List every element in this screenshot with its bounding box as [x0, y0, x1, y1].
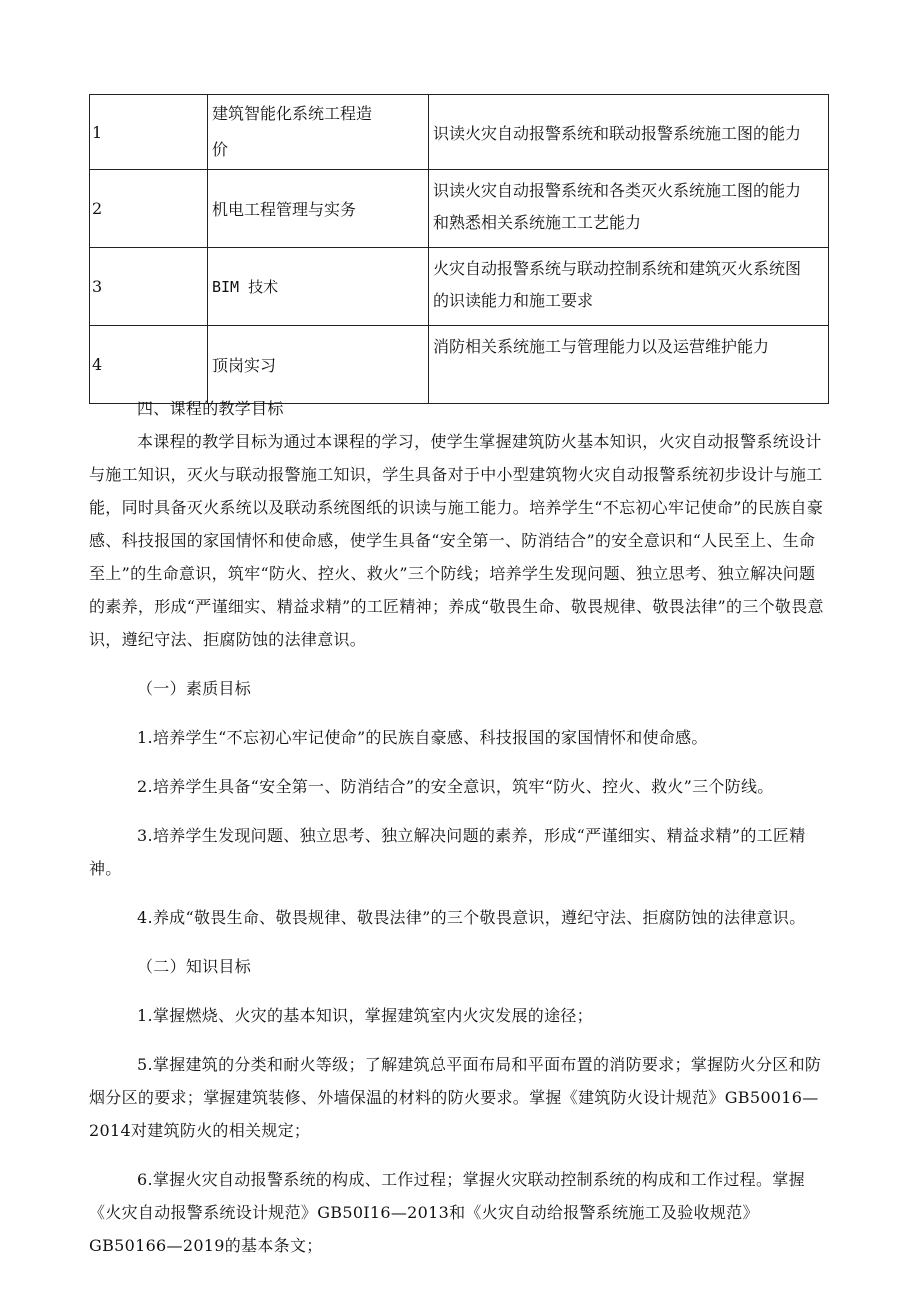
- course-name: 建筑智能化系统工程造 价: [208, 95, 429, 170]
- row-number: 3: [90, 248, 208, 326]
- course-ability: 识读火灾自动报警系统和联动报警系统施工图的能力: [429, 95, 829, 170]
- course-ability: 消防相关系统施工与管理能力以及运营维护能力: [429, 326, 829, 404]
- quality-heading: （一）素质目标: [137, 679, 252, 698]
- row-number: 1: [90, 95, 208, 170]
- table-row: [90, 170, 829, 248]
- knowledge-item: 6.掌握火灾自动报警系统的构成、工作过程；掌握火灾联动控制系统的构成和工作过程。掌握《火灾自动报警系统设计规范》GB50I16—2013和《火灾自动给报警系统施工及验收规范》GB50166—2019的基本条文；: [89, 1170, 805, 1255]
- quality-item: 4.养成“敬畏生命、敬畏规律、敬畏法律”的三个敬畏意识，遵纪守法、拒腐防蚀的法律意识。: [137, 908, 806, 927]
- section-body: [89, 392, 831, 1262]
- quality-item: 1.培养学生“不忘初心牢记使命”的民族自豪感、科技报国的家国情怀和使命感。: [137, 728, 708, 747]
- course-ability: 识读火灾自动报警系统和各类灭火系统施工图的能力 和熟悉相关系统施工工艺能力: [429, 170, 829, 248]
- table-row: [90, 248, 829, 326]
- course-name: 顶岗实习: [208, 326, 429, 404]
- quality-item: 3.培养学生发现问题、独立思考、独立解决问题的素养，形成“严谨细实、精益求精”的工匠精神。: [89, 826, 806, 878]
- knowledge-heading: （二）知识目标: [137, 957, 252, 976]
- row-number: 2: [90, 170, 208, 248]
- row-number: 4: [90, 326, 208, 404]
- course-table: [89, 94, 829, 404]
- section-heading: 四、课程的教学目标: [137, 399, 284, 418]
- course-name: BIM 技术: [208, 248, 429, 326]
- knowledge-item: 5.掌握建筑的分类和耐火等级；了解建筑总平面布局和平面布置的消防要求；掌握防火分区和防烟分区的要求；掌握建筑装修、外墙保温的材料的防火要求。掌握《建筑防火设计规范》GB50016—2014对建筑防火的相关规定；: [89, 1055, 822, 1140]
- table-row: [90, 95, 829, 170]
- knowledge-item: 1.掌握燃烧、火灾的基本知识，掌握建筑室内火灾发展的途径；: [137, 1006, 593, 1025]
- quality-item: 2.培养学生具备“安全第一、防消结合”的安全意识，筑牢“防火、控火、救火”三个防线。: [137, 777, 774, 796]
- course-name: 机电工程管理与实务: [208, 170, 429, 248]
- course-ability: 火灾自动报警系统与联动控制系统和建筑灭火系统图 的识读能力和施工要求: [429, 248, 829, 326]
- intro-paragraph: 本课程的教学目标为通过本课程的学习，使学生掌握建筑防火基本知识，火灾自动报警系统设计与施工知识，灭火与联动报警施工知识，学生具备对于中小型建筑物火灾自动报警系统初步设计与施工能，同时具备灭火系统以及联动系统图纸的识读与施工能力。培养学生“不忘初心牢记使命”的民族自豪感、科技报国的家国情怀和使命感，使学生具备“安全第一、防消结合”的安全意识和“人民至上、生命至上”的生命意识，筑牢“防火、控火、救火”三个防线；培养学生发现问题、独立思考、独立解决问题的素养，形成“严谨细实、精益求精”的工匠精神；养成“敬畏生命、敬畏规律、敬畏法律”的三个敬畏意识，遵纪守法、拒腐防蚀的法律意识。: [89, 432, 824, 649]
